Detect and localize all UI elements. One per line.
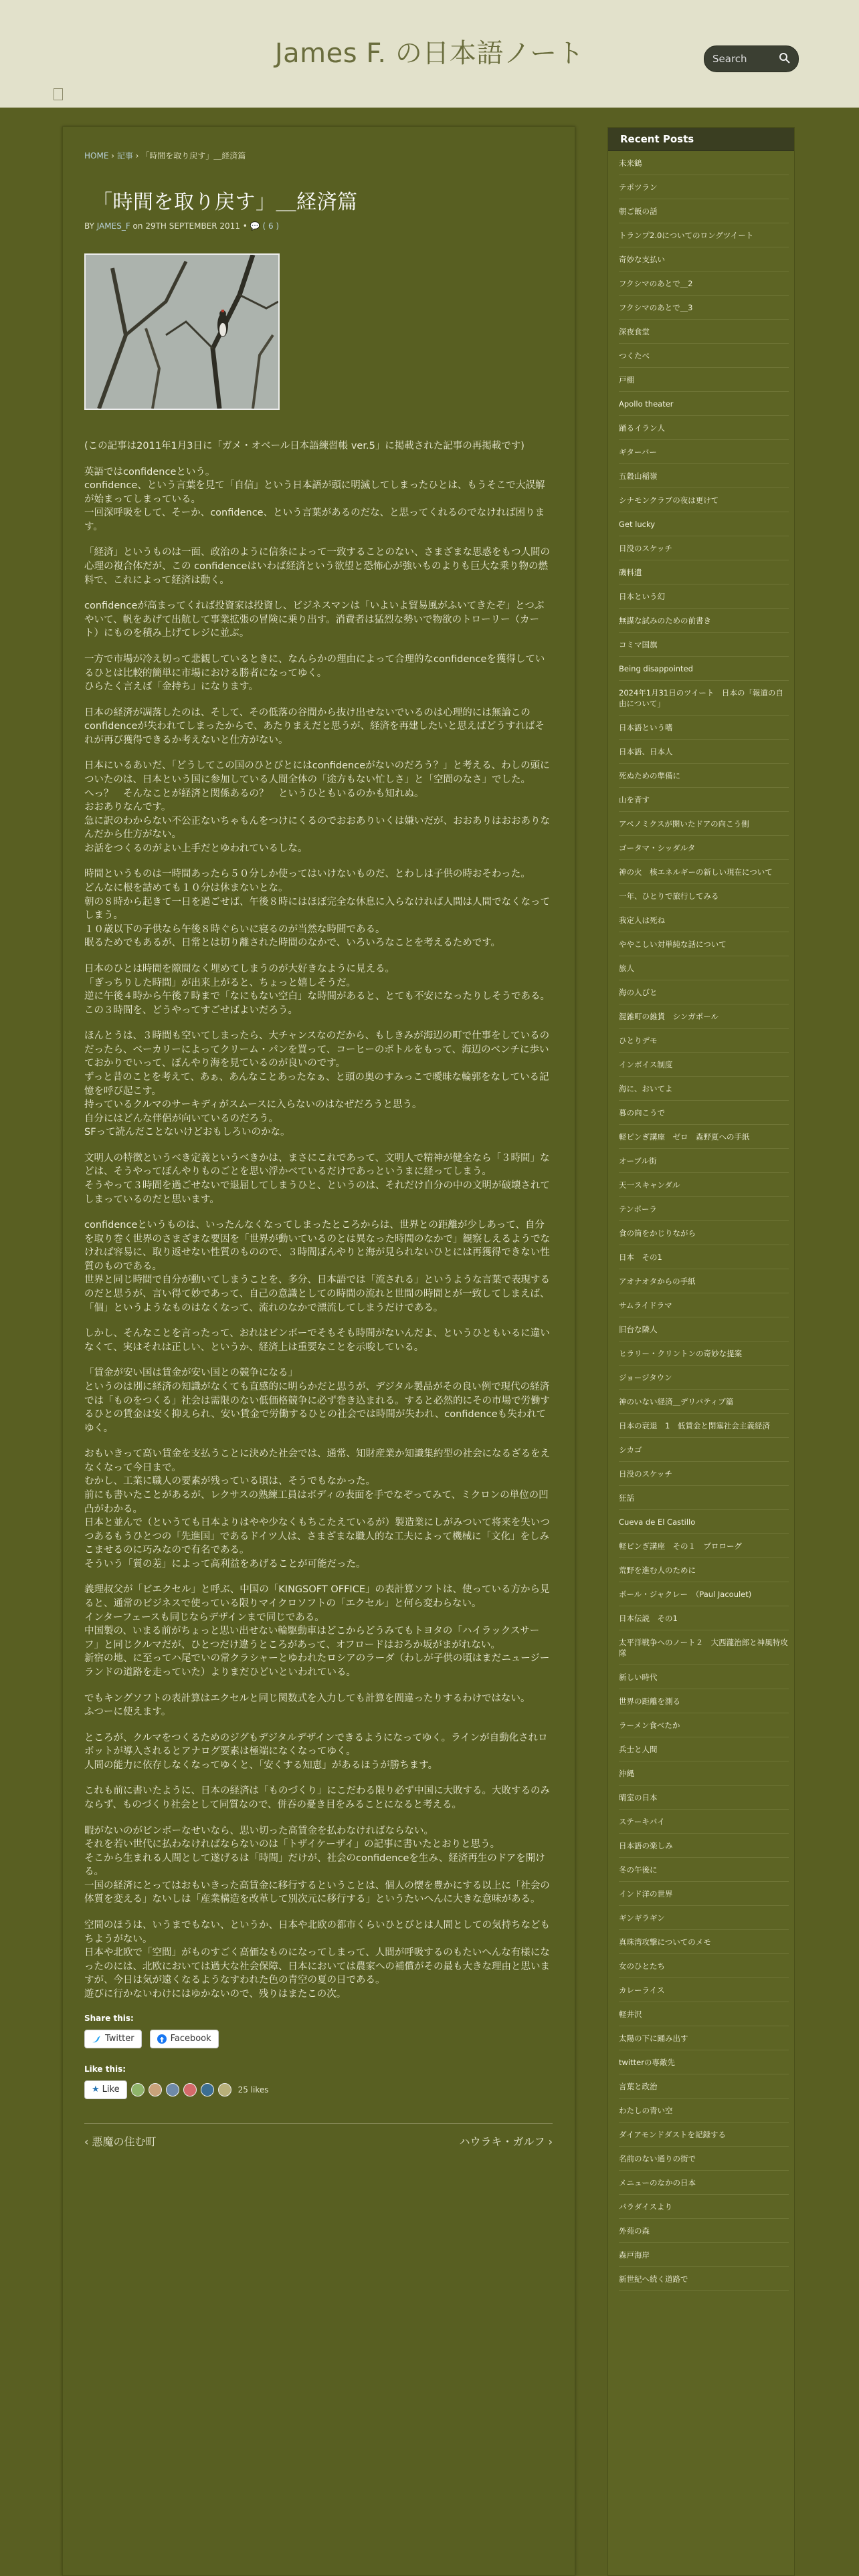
nav-bar: [0, 84, 859, 107]
recent-post-link[interactable]: 死ぬための準備に: [619, 764, 789, 788]
recent-post-link[interactable]: ヒラリー・クリントンの奇妙な提案: [619, 1341, 789, 1366]
recent-post-link[interactable]: 日本語の楽しみ: [619, 1834, 789, 1858]
recent-post-link[interactable]: 軽ピンぎ講座 ゼロ 森野夏への手紙: [619, 1125, 789, 1149]
recent-post-link[interactable]: インボイス制度: [619, 1053, 789, 1077]
meta-by: BY: [84, 221, 97, 231]
avatar[interactable]: [201, 2083, 214, 2097]
paragraph: 日本の経済が凋落したのは、そして、その低落の谷間から抜け出せないでいるのは心理的には無論このconfidenceが失われてしまったからで、あたりまえだと思うが、経済を再建したいと思えばどうすればそれが再び獲得できるか考えないと仕方がない。: [84, 707, 545, 746]
share-buttons: [84, 2030, 553, 2048]
recent-post-link[interactable]: 一年、ひとりで旅行してみる: [619, 884, 789, 908]
breadcrumb: [84, 150, 553, 161]
recent-post-link[interactable]: シナモンクラブの夜は更けて: [619, 488, 789, 512]
recent-post-link[interactable]: 食の筒をかじりながら: [619, 1221, 789, 1245]
share-twitter-label: Twitter: [105, 2034, 134, 2044]
recent-post-link[interactable]: 女のひとたち: [619, 1954, 789, 1978]
recent-post-link[interactable]: 旧台な隣人: [619, 1317, 789, 1341]
post-title: 「時間を取り戻す」＿経済篇: [92, 191, 358, 214]
recent-post-link[interactable]: Cueva de El Castillo: [619, 1510, 789, 1534]
recent-post-link[interactable]: Get lucky: [619, 512, 789, 536]
recent-post-link[interactable]: 未来鶴: [619, 151, 789, 175]
post-meta: [84, 221, 553, 231]
recent-post-link[interactable]: 海の人びと: [619, 980, 789, 1004]
recent-post-link[interactable]: 冬の午後に: [619, 1858, 789, 1882]
meta-comments-link[interactable]: ( 6 ): [262, 221, 280, 231]
recent-post-link[interactable]: 狂話: [619, 1486, 789, 1510]
recent-post-link[interactable]: 磯料遺: [619, 560, 789, 584]
paragraph: でもキングソフトの表計算はエクセルと同じ関数式を入力しても計算を間違ったりするわけではない。 ふつーに使えます。: [84, 1693, 531, 1718]
recent-post-link[interactable]: アオナオタからの手紙: [619, 1269, 789, 1293]
post-navigation: [84, 2133, 553, 2149]
recent-post-link[interactable]: オーブル街: [619, 1149, 789, 1173]
breadcrumb-separator: ›: [132, 151, 142, 160]
recent-post-link[interactable]: 2024年1月31日のツイート 日本の「報道の自由について」: [619, 681, 789, 716]
recent-post-link[interactable]: 神の火 核エネルギーの新しい現在について: [619, 860, 789, 884]
recent-post-link[interactable]: インド洋の世界: [619, 1882, 789, 1906]
recent-post-link[interactable]: テンポーラ: [619, 1197, 789, 1221]
recent-post-link[interactable]: 沖縄: [619, 1761, 789, 1786]
recent-post-link[interactable]: 軽井沢: [619, 2002, 789, 2026]
recent-post-link[interactable]: 世界の距離を測る: [619, 1689, 789, 1713]
recent-post-link[interactable]: 山を背す: [619, 788, 789, 812]
recent-post-link[interactable]: 外苑の森: [619, 2219, 789, 2243]
paragraph: 日本のひとは時間を隙間なく埋めてしまうのが大好きなように見える。 「ぎっちりした時間」が出来上がると、ちょっと嬉しそうだ。 逆に午後４時から午後７時まで「なにもない空白」な時間があると、とても不安になったりしそうである。 この３時間を、どうやってすごせばよいだろう。: [84, 963, 550, 1016]
avatar[interactable]: [183, 2083, 197, 2097]
breadcrumb-separator: ›: [108, 151, 117, 160]
recent-post-link[interactable]: 晴室の日本: [619, 1786, 789, 1810]
recent-post-link[interactable]: ダイアモンドダストを記録する: [619, 2123, 789, 2147]
like-button[interactable]: [84, 2080, 127, 2099]
recent-post-link[interactable]: 我定人は死ね: [619, 908, 789, 932]
search-box[interactable]: [704, 45, 799, 72]
recent-post-link[interactable]: 海に、おいてよ: [619, 1077, 789, 1101]
recent-post-link[interactable]: 荒野を進む人のために: [619, 1558, 789, 1582]
site-header: [0, 0, 859, 108]
recent-post-link[interactable]: ステーキパイ: [619, 1810, 789, 1834]
meta-separator: •: [240, 221, 250, 231]
paragraph: おもいきって高い賃金を支払うことに決めた社会では、通常、知財産業か知識集約型の社会になるざるをえなくなって今日まで。 むかし、工業に職人の要素が残っている頃は、そうでもなかった。 前にも書いたことがあるが、レクサスの熟練工員はボディの表面を手でなぞってみて、ミクロンの単位の凹凸がわかる。 日本と並んで（というても日本よりはやや少なくもちこたえているが）製造業にしがみついて将来を失いつつあるもうひとつの「先進国」であるドイツ人は、さまざまな職人的な工夫によって機械に「文化」をしみこませるのに巧みなので有名である。 そういう「質の差」によって高利益をあげることが可能だった。: [84, 1448, 550, 1570]
search-input[interactable]: [711, 51, 781, 66]
prev-post-link[interactable]: ‹ 悪魔の住む町: [84, 2135, 157, 2148]
meta-date: 29TH SEPTEMBER 2011: [145, 221, 240, 231]
paragraph: confidenceというものは、いったんなくなってしまったところからは、世界との距離が少しあって、自分を取り巻く世界のさまざまな要因を「世界が動いているのとは異なった時間のなかで」観察しえるようでなければ容易に、取り返せない性質のものので、３時間ぼんやりと海が見られないひとには再獲得できない性質のものである。 世界と同じ時間で自分が動いてしまうことを、多分、日本語では「流される」というような言葉で表現するのだと思うが、言い得て妙であって、自己の意識としての時間の流れと世間の時間とが一致してしまえば、「個」というようなものはなくなって、流れのなかで漂流してしまうだけである。: [84, 1220, 550, 1313]
recent-post-link[interactable]: 日本伝説 その1: [619, 1606, 789, 1630]
paragraph: 英語ではconfidenceという。 confidence、という言葉を見て「自信」という日本語が頭に明滅してしまったひとは、もうそこで大誤解が始まってしまっている。 一回深呼吸をして、そーか、confidence、という言葉があるのだな、と思ってくれるのでなければ困ります。: [84, 466, 545, 532]
recent-post-link[interactable]: 日本の衰退 1 低賃金と閉塞社会主義経済: [619, 1414, 789, 1438]
recent-post-link[interactable]: 日本語、日本人: [619, 740, 789, 764]
share-title: Share this:: [84, 2013, 134, 2023]
recent-post-link[interactable]: ラーメン食べたか: [619, 1713, 789, 1737]
recent-post-link[interactable]: 暮の向こうで: [619, 1101, 789, 1125]
share-facebook-button[interactable]: [150, 2030, 219, 2048]
recent-post-link[interactable]: フクシマのあとで＿3: [619, 296, 789, 320]
breadcrumb-home[interactable]: HOME: [84, 151, 109, 160]
recent-post-link[interactable]: Being disappointed: [619, 657, 789, 681]
paragraph: 時間というものは一時間あったら５０分しか使ってはいけないものだ、とわしは子供の時おそわった。 どんなに根を詰めても１０分は休まないとな。 朝の８時から起きて一日を過ごせば、午後８時にはほぼ完全な休息に入らなければ人間は人間でなくなってしまう。 １０歳以下の子供なら午後８時ぐらいに寝るのが当然な時間である。 眠るためでもあるが、日常とは切り離された時間のなかで、いろいろなことを考えるためです。: [84, 869, 550, 949]
recent-post-link[interactable]: フクシマのあとで＿2: [619, 272, 789, 296]
recent-post-link[interactable]: 天一スキャンダル: [619, 1173, 789, 1197]
recent-post-link[interactable]: 新しい時代: [619, 1665, 789, 1689]
post-body: [84, 439, 553, 2002]
recent-post-link[interactable]: twitterの専敵先: [619, 2050, 789, 2074]
meta-author-link[interactable]: JAMES_F: [96, 221, 130, 231]
recent-post-link[interactable]: 真珠湾攻撃についてのメモ: [619, 1930, 789, 1954]
next-post-link[interactable]: ハウラキ・ガルフ ›: [459, 2135, 553, 2148]
recent-post-link[interactable]: 兵士と人間: [619, 1737, 789, 1761]
recent-post-link[interactable]: 太陽の下に踊み出す: [619, 2026, 789, 2050]
recent-post-link[interactable]: メニューのなかの日本: [619, 2171, 789, 2195]
site-title[interactable]: James F. の日本語ノート: [274, 38, 585, 69]
paragraph: 日本にいるあいだ、「どうしてこの国のひとびとにはconfidenceがないのだろう？」と考える、わしの頭についたのは、日本という国に参加している人間全体の「途方もない忙しさ」と「空間のなさ」でした。 へっ？ そんなことが経済と関係あるの？ というひともいるのかも知れぬ。 おおありなんです。 急に訳のわからない不公正ないちゃもんをつけにくるのでおおありいくは嫌いだが、おおありはおおありなんだから仕方がない。 お話をつくるのがよい上手だとゆわれているしな。: [84, 760, 550, 854]
sidebar: [607, 127, 795, 2576]
breadcrumb-current: 「時間を取り戻す」＿経済篇: [141, 151, 246, 160]
breadcrumb-category[interactable]: 記事: [116, 151, 133, 160]
recent-post-link[interactable]: 日没のスケッチ: [619, 1462, 789, 1486]
recent-post-link[interactable]: 戸棚: [619, 368, 789, 392]
like-title: Like this:: [84, 2064, 126, 2074]
comment-icon: 💬: [250, 221, 260, 231]
recent-post-link[interactable]: アペノミクスが開いたドアの向こう側: [619, 812, 789, 836]
menu-icon[interactable]: [54, 88, 63, 100]
recent-post-link[interactable]: テポツラン: [619, 175, 789, 199]
recent-post-link[interactable]: トランプ2.0についてのロングツイート: [619, 223, 789, 247]
paragraph: 暇がないのがビンボーなせいなら、思い切った高賃金を払わなければならない。 それを若い世代に払わなければならないのは「トザイケーザイ」の記事に書いたとおりと思う。 そこから生まれる人間として遂げるは「時間」だけが、社会のconfidenceを生み、経済再生のドアを開ける。 一国の経済にとってはおもいきった高賃金に移行するということは、個人の懐を豊かにする以上に「社会の体質を変える」ないしは「産業構造を改革して別次元に移行する」というたいへんに大きな意味がある。: [84, 1825, 550, 1905]
recent-post-link[interactable]: ギターバー: [619, 440, 789, 464]
featured-image[interactable]: [84, 253, 280, 410]
recent-post-link[interactable]: ポール・ジャクレー （Paul Jacoulet): [619, 1582, 789, 1606]
recent-post-link[interactable]: 日本 その1: [619, 1245, 789, 1269]
paragraph: ところが、クルマをつくるためのジグもデジタルデザインできるようになってゆく。ラインが自動化されロボットが導入されるとアナログ要素は極端になくなってゆく。 人間の能力に依存しなくなってゆくと、「安くする知恵」があるほうが勝ちます。: [84, 1732, 548, 1771]
recent-post-link[interactable]: 朝ご飯の話: [619, 199, 789, 223]
paragraph: 文明人の特徴というべき定義というべきかは、まさにこれであって、文明人で精神が健全なら「３時間」などは、そうやってぼんやりものごとを思い浮かべているだけであっというまに経ってしまう。 そうやって３時間を過ごせないで退屈してしまうひと、というのは、それだけ自分の中の文明が破壊されてしまっているのだと思います。: [84, 1152, 550, 1205]
paragraph: 「賃金が安い国は賃金が安い国との競争になる」 というのは別に経済の知識がなくても直感的に明らかだと思うが、デジタル製品がその良い例で現代の経済では「ものをつくる」社会は需限のない低価格競争に必ず巻き込まれる。すると必然的にその市場で労働するひとの賃金は安く抑えられ、安い賃金で労働するひとの社会では時間が失われ、confidenceも失われてゆく。: [84, 1368, 550, 1434]
recent-post-link[interactable]: 混雑町の雑貨 シンガポール: [619, 1004, 789, 1029]
share-twitter-button[interactable]: [84, 2030, 142, 2048]
paragraph: ほんとうは、３時間も空いてしまったら、大チャンスなのだから、もしきみが海辺の町で仕事をしているのだったら、ベーカリーによってクリーム・パンを買って、コーヒーのボトルをもって、海辺のベンチに歩いておかりでいって、ぼんやり海を見ているのが良いのです。 ずっと昔のことを考えて、あぁ、あんなことあったなぁ、と頭の奥のすみっこで曖昧な輪郭をなしている記憶を呼び起こす。 持っているクルマのサーキディがスムースに入らないのはなぜだろうと思う。 自分にはどんな伴侶が向いているのだろう。 SFって読んだことないけどおもしろいのかな。: [84, 1031, 550, 1138]
recent-post-link[interactable]: カレーライス: [619, 1978, 789, 2002]
paragraph: しかし、そんなことを言ったって、おれはビンボーでそもそも時間がないんだよ、というひともいるに違いなくて、実はそれは正しい、というか、経済上は重要なことを示唆している。: [84, 1328, 550, 1353]
facebook-icon: [157, 2034, 167, 2044]
recent-post-link[interactable]: Apollo theater: [619, 392, 789, 416]
recent-post-link[interactable]: 無謀な試みのための前書き: [619, 609, 789, 633]
recent-post-link[interactable]: ギンギラギン: [619, 1906, 789, 1930]
recent-post-link[interactable]: サムライドラマ: [619, 1293, 789, 1317]
paragraph: 空間のほうは、いうまでもない、というか、日本や北欧の都市くらいひとびとは人間としての気持ちなどもちようがない。 日本や北欧で「空間」がものすごく高価なものになってしまって、人間が呼吸するのもたいへんな有様になったのには、北欧においては過大な社会保障、日本においては農家への補償がその最も大きな理由と思いますが、今日は気が遠くなるようなすわれた色の青空の夏の日である。 遊びに行かないわけにはゆかないので、残りはまたこの次。: [84, 1920, 550, 2000]
like-row: [84, 2080, 553, 2099]
recent-post-link[interactable]: 新世紀へ続く道路で: [619, 2267, 789, 2291]
recent-post-link[interactable]: 太平洋戦争へのノート２ 大西瀧治郎と神風特攻隊: [619, 1630, 789, 1665]
recent-post-link[interactable]: 踊るイラン人: [619, 416, 789, 440]
recent-post-link[interactable]: 言葉と政治: [619, 2074, 789, 2099]
divider: [84, 2123, 553, 2124]
recent-post-link[interactable]: 旅人: [619, 956, 789, 980]
recent-post-link[interactable]: 日本という幻: [619, 584, 789, 609]
search-icon[interactable]: [778, 51, 791, 65]
meta-on: on: [130, 221, 146, 231]
paragraph: 義理叔父が「ビエクセル」と呼ぶ、中国の「KINGSOFT OFFICE」の表計算ソフトは、使っている方から見ると、通常のビジネスで使っている限りマイクロソフトの「エクセル」と何ら変わらない。 インターフェースも同じならデザインまで同じである。 中国製の、いまる前がちょっと思い出せない輪駆動車はどこからどうみてもトヨタの「ハイラックスサーフ」と同じクルマだが、ひとつだけ違うところがあって、オフロードはおろか坂がまがれない。 新宿の地、に至ってハ尾でいの常クラシャーとゆわれたロシアのラーダ（わしが子供の頃はまだニュージーランドの道路を走っていた）よりまだひどいといわれている。: [84, 1584, 550, 1678]
recent-post-link[interactable]: 日本語という嗜: [619, 716, 789, 740]
recent-post-link[interactable]: 森戸海岸: [619, 2243, 789, 2267]
paragraph: これも前に書いたように、日本の経済は「ものづくり」にこだわる限り必ず中国に大敗する。大敗するのみならず、ものづくり社会として同質なので、併吞の憂き目をみることになると考える。: [84, 1786, 550, 1810]
recent-posts-title: Recent Posts: [608, 128, 794, 151]
bird-on-branch-image: [86, 255, 278, 409]
recent-post-link[interactable]: 奇妙な支払い: [619, 247, 789, 272]
paragraph: 「経済」というものは一面、政治のように信条によって一致することのない、さまざまな思惑をもつ人間の心理の複合体だが、この confidenceはいわば経済という欲望と恐怖心が強いものよりも巨大な乗り物の燃料で、これによって経済は動く。: [84, 547, 550, 586]
paragraph: 一方で市場が冷え切って悲観しているときに、なんらかの理由によって合理的なconfidenceを獲得しているひとは比較的簡単に市場における勝者になってゆく。 ひらたく言えば「金持ち」になります。: [84, 653, 545, 693]
recent-post-link[interactable]: 軽ピンぎ講座 その１ プロローグ: [619, 1534, 789, 1558]
recent-post-link[interactable]: ひとりデモ: [619, 1029, 789, 1053]
recent-post-link[interactable]: パラダイスより: [619, 2195, 789, 2219]
recent-post-link[interactable]: コミマ国旗: [619, 633, 789, 657]
avatar[interactable]: [149, 2083, 162, 2097]
twitter-icon: [92, 2034, 101, 2044]
share-facebook-label: Facebook: [170, 2034, 211, 2044]
recent-post-link[interactable]: シカゴ: [619, 1438, 789, 1462]
recent-post-link[interactable]: つくたべ: [619, 344, 789, 368]
likes-count: 25 likes: [237, 2084, 269, 2095]
recent-post-link[interactable]: ややこしい対単純な話について: [619, 932, 789, 956]
paragraph: confidenceが高まってくれば投資家は投資し、ビジネスマンは「いよいよ貿易風がふいてきたぞ」とつぶやいて、帆をあげて出航して事業拡張の冒険に乗り出す。消費者は猛烈な勢いで物欲のトローリー（カート）にものを積み上げてレジに並ぶ。: [84, 601, 545, 639]
like-button-label: Like: [102, 2084, 120, 2095]
paragraph: (この記事は2011年1月3日に「ガメ・オベール日本語練習帳 ver.5」に掲載された記事の再掲載です): [84, 441, 524, 451]
recent-post-link[interactable]: 神のいない経済＿デリバティブ篇: [619, 1390, 789, 1414]
avatar[interactable]: [166, 2083, 179, 2097]
main-content: [62, 126, 575, 2576]
recent-post-link[interactable]: ジョージタウン: [619, 1366, 789, 1390]
avatar[interactable]: [218, 2083, 231, 2097]
avatar[interactable]: [131, 2083, 145, 2097]
recent-post-link[interactable]: ゴータマ・シッダルタ: [619, 836, 789, 860]
recent-post-link[interactable]: 日没のスケッチ: [619, 536, 789, 560]
recent-posts-list: [608, 151, 794, 2291]
recent-post-link[interactable]: 五穀山稲嶺: [619, 464, 789, 488]
recent-post-link[interactable]: 名前のない通りの街で: [619, 2147, 789, 2171]
star-icon: ★: [92, 2084, 100, 2095]
recent-post-link[interactable]: 深夜食堂: [619, 320, 789, 344]
recent-post-link[interactable]: わたしの青い空: [619, 2099, 789, 2123]
